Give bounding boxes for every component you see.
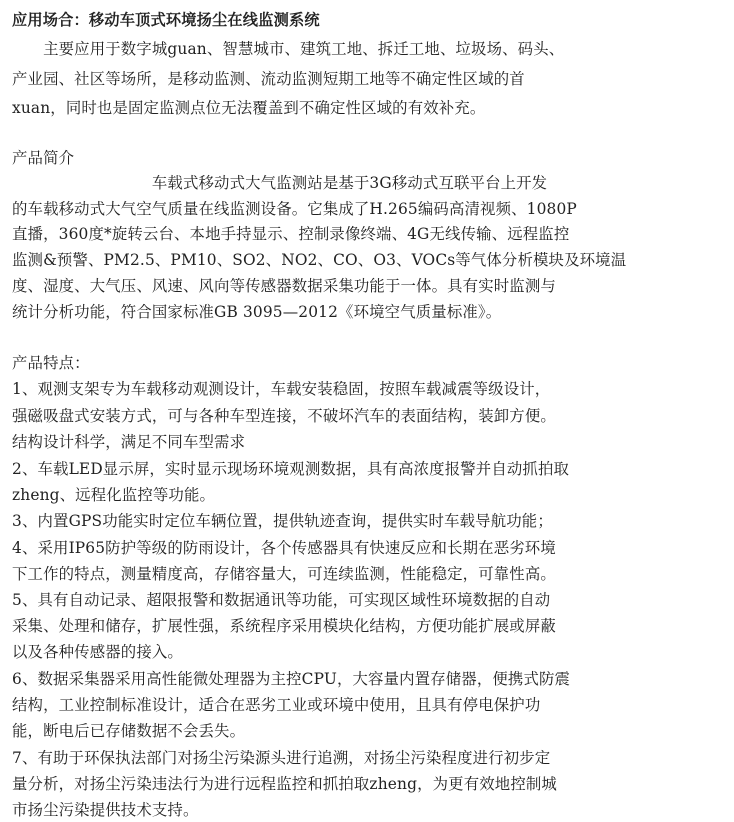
feature-line: 5、具有自动记录、超限报警和数据通讯等功能，可实现区域性环境数据的自动 <box>12 591 551 609</box>
intro-heading: 产品简介 <box>12 149 75 167</box>
feature-line: 4、采用IP65防护等级的防雨设计，各个传感器具有快速反应和长期在恶劣环境 <box>12 539 556 557</box>
intro-line: 监测&预警、PM2.5、PM10、SO2、NO2、CO、O3、VOCs等气体分析模块及环境温 <box>12 251 627 269</box>
features-heading: 产品特点： <box>12 354 90 372</box>
application-line: 产业园、社区等场所，是移动监测、流动监测短期工地等不确定性区域的首 <box>12 70 525 88</box>
feature-line: 市扬尘污染提供技术支持。 <box>12 801 199 819</box>
feature-line: 3、内置GPS功能实时定位车辆位置，提供轨迹查询，提供实时车载导航功能； <box>12 512 553 530</box>
feature-line: 结构，工业控制标准设计，适合在恶劣工业或环境中使用，且具有停电保护功 <box>12 696 541 714</box>
intro-line: 统计分析功能，符合国家标准GB 3095—2012《环境空气质量标准》。 <box>12 303 502 321</box>
feature-line: 采集、处理和储存，扩展性强，系统程序采用模块化结构，方便功能扩展或屏蔽 <box>12 617 556 635</box>
application-line: 主要应用于数字城guan、智慧城市、建筑工地、拆迁工地、垃圾场、码头、 <box>12 40 565 58</box>
feature-line: 下工作的特点，测量精度高，存储容量大，可连续监测，性能稳定，可靠性高。 <box>12 565 556 583</box>
intro-line: 度、湿度、大气压、风速、风向等传感器数据采集功能于一体。具有实时监测与 <box>12 277 556 295</box>
feature-line: zheng、远程化监控等功能。 <box>12 486 216 504</box>
feature-line: 强磁吸盘式安装方式，可与各种车型连接，不破坏汽车的表面结构，装卸方便。 <box>12 407 556 425</box>
application-line: xuan，同时也是固定监测点位无法覆盖到不确定性区域的有效补充。 <box>12 99 486 117</box>
intro-line: 直播，360度*旋转云台、本地手持显示、控制录像终端、4G无线传输、远程监控 <box>12 225 570 243</box>
feature-line: 能，断电后已存储数据不会丢失。 <box>12 722 246 740</box>
intro-line: 车载式移动式大气监测站是基于3G移动式互联平台上开发 <box>12 174 548 192</box>
feature-line: 量分析，对扬尘污染违法行为进行远程监控和抓拍取zheng，为更有效地控制城 <box>12 775 557 793</box>
feature-line: 以及各种传感器的接入。 <box>12 643 183 661</box>
article-title: 应用场合：移动车顶式环境扬尘在线监测系统 <box>12 11 320 29</box>
feature-line: 2、车载LED显示屏，实时显示现场环境观测数据，具有高浓度报警并自动抓拍取 <box>12 460 570 478</box>
intro-line: 的车载移动式大气空气质量在线监测设备。它集成了H.265编码高清视频、1080P <box>12 200 577 218</box>
feature-line: 1、观测支架专为车载移动观测设计，车载安装稳固，按照车载减震等级设计， <box>12 380 551 398</box>
feature-line: 6、数据采集器采用高性能微处理器为主控CPU，大容量内置存储器，便携式防震 <box>12 670 571 688</box>
feature-line: 7、有助于环保执法部门对扬尘污染源头进行追溯，对扬尘污染程度进行初步定 <box>12 749 551 767</box>
feature-line: 结构设计科学，满足不同车型需求 <box>12 433 246 451</box>
